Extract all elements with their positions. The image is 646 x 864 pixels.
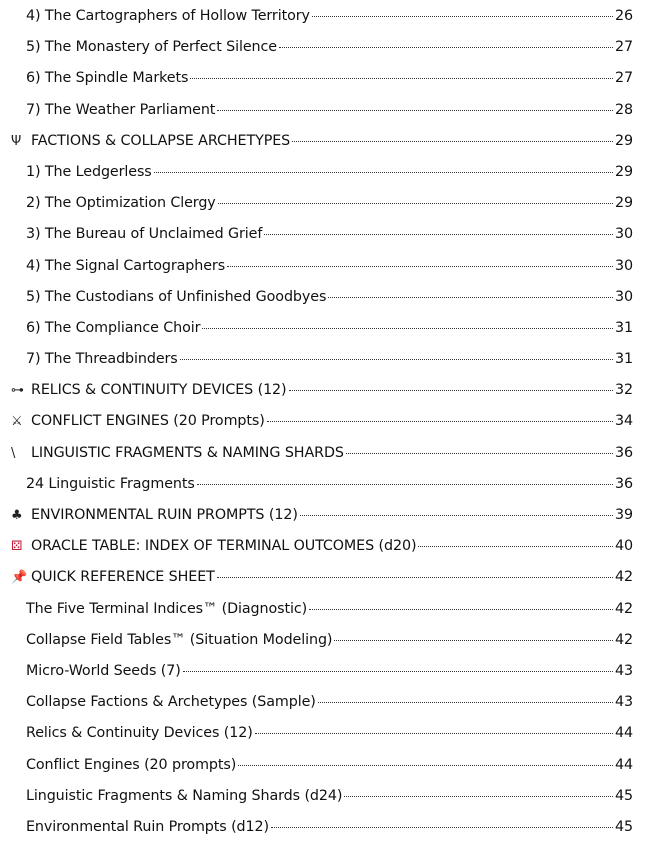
toc-entry[interactable] xyxy=(0,320,646,351)
toc-page-number: 29 xyxy=(615,132,633,149)
toc-page-number: 40 xyxy=(615,538,633,555)
quill-icon: \ xyxy=(11,445,16,461)
toc-page-number: 29 xyxy=(615,195,633,212)
archetype-icon: Ψ xyxy=(11,133,22,149)
toc-section-entry[interactable] xyxy=(0,538,646,569)
dot-leader xyxy=(202,328,613,329)
toc-section-entry[interactable] xyxy=(0,413,646,444)
toc-entry-title: 24 Linguistic Fragments xyxy=(26,475,195,492)
toc-page-number: 45 xyxy=(615,787,633,804)
toc-entry-title: 4) The Signal Cartographers xyxy=(26,257,226,274)
dot-leader xyxy=(334,640,613,641)
dot-leader xyxy=(197,484,613,485)
dot-leader xyxy=(309,609,613,610)
dot-leader xyxy=(346,453,613,454)
toc-entry[interactable] xyxy=(0,788,646,819)
toc-entry-title: 5) The Monastery of Perfect Silence xyxy=(26,39,277,56)
toc-entry-title: 6) The Compliance Choir xyxy=(26,319,201,336)
dot-leader xyxy=(190,78,613,79)
dice-icon: ⚄ xyxy=(11,539,23,555)
toc-page-number: 31 xyxy=(615,319,633,336)
toc-page-number: 31 xyxy=(615,351,633,368)
toc-page-number: 36 xyxy=(615,475,633,492)
toc-entry[interactable] xyxy=(0,195,646,226)
toc-entry[interactable] xyxy=(0,601,646,632)
toc-page-number: 45 xyxy=(615,818,633,835)
toc-page-number: 26 xyxy=(615,8,633,24)
dot-leader xyxy=(318,702,613,703)
toc-entry-title: Linguistic Fragments & Naming Shards (d24) xyxy=(26,787,343,804)
toc-entry[interactable] xyxy=(0,70,646,101)
toc-entry-title: 4) The Cartographers of Hollow Territory xyxy=(26,8,310,24)
toc-entry[interactable] xyxy=(0,632,646,663)
crossed-swords-icon: ⚔ xyxy=(11,414,23,430)
dot-leader xyxy=(418,546,613,547)
key-icon: ⊶ xyxy=(11,383,24,399)
toc-section-entry[interactable] xyxy=(0,382,646,413)
dot-leader xyxy=(289,390,613,391)
toc-entry[interactable] xyxy=(0,164,646,195)
dot-leader xyxy=(154,172,613,173)
toc-page-number: 32 xyxy=(615,382,633,399)
toc-entry[interactable] xyxy=(0,694,646,725)
toc-page-number: 30 xyxy=(615,257,633,274)
toc-page-number: 36 xyxy=(615,444,633,461)
toc-page-number: 43 xyxy=(615,662,633,679)
dot-leader xyxy=(292,141,613,142)
toc-section-entry[interactable] xyxy=(0,133,646,164)
toc-entry-title: Collapse Field Tables™ (Situation Modeling) xyxy=(26,631,333,648)
pushpin-icon: 📌 xyxy=(11,570,28,586)
toc-entry[interactable] xyxy=(0,725,646,756)
toc-entry-title: The Five Terminal Indices™ (Diagnostic) xyxy=(26,600,308,617)
dot-leader xyxy=(267,421,613,422)
toc-entry[interactable] xyxy=(0,226,646,257)
dot-leader xyxy=(328,297,613,298)
toc-page-number: 44 xyxy=(615,725,633,742)
toc-entry-title: QUICK REFERENCE SHEET xyxy=(31,569,215,586)
dot-leader xyxy=(217,110,613,111)
toc-entry-title: Environmental Ruin Prompts (d12) xyxy=(26,818,270,835)
toc-page-number: 43 xyxy=(615,694,633,711)
toc-page-number: 30 xyxy=(615,226,633,243)
dot-leader xyxy=(271,827,613,828)
dot-leader xyxy=(312,16,613,17)
toc-page-number: 34 xyxy=(615,413,633,430)
toc-entry-title: 6) The Spindle Markets xyxy=(26,70,189,87)
toc-entry-title: 5) The Custodians of Unfinished Goodbyes xyxy=(26,288,327,305)
toc-entry[interactable] xyxy=(0,351,646,382)
toc-section-entry[interactable] xyxy=(0,445,646,476)
dot-leader xyxy=(180,359,613,360)
toc-page-number: 42 xyxy=(615,600,633,617)
toc-page-number: 42 xyxy=(615,569,633,586)
toc-entry[interactable] xyxy=(0,258,646,289)
toc-page-number: 39 xyxy=(615,507,633,523)
dot-leader xyxy=(218,203,613,204)
toc-entry-title: LINGUISTIC FRAGMENTS & NAMING SHARDS xyxy=(31,444,344,461)
toc-page-number: 27 xyxy=(615,70,633,87)
toc-entry[interactable] xyxy=(0,663,646,694)
toc-entry-title: Collapse Factions & Archetypes (Sample) xyxy=(26,694,316,711)
toc-entry-title: 1) The Ledgerless xyxy=(26,163,152,180)
toc-entry[interactable] xyxy=(0,819,646,850)
toc-entry[interactable] xyxy=(0,8,646,39)
toc-entry[interactable] xyxy=(0,476,646,507)
tree-icon: ♣ xyxy=(11,508,23,523)
toc-entry[interactable] xyxy=(0,757,646,788)
toc-entry[interactable] xyxy=(0,102,646,133)
toc-entry[interactable] xyxy=(0,289,646,320)
dot-leader xyxy=(255,733,613,734)
dot-leader xyxy=(183,671,613,672)
toc-entry-title: CONFLICT ENGINES (20 Prompts) xyxy=(31,413,265,430)
toc-page-number: 42 xyxy=(615,631,633,648)
toc-entry[interactable] xyxy=(0,39,646,70)
toc-page-number: 44 xyxy=(615,756,633,773)
toc-entry-title: ENVIRONMENTAL RUIN PROMPTS (12) xyxy=(31,507,298,523)
dot-leader xyxy=(300,515,613,516)
table-of-contents xyxy=(0,8,646,850)
dot-leader xyxy=(238,765,613,766)
toc-entry-title: 3) The Bureau of Unclaimed Grief xyxy=(26,226,263,243)
dot-leader xyxy=(279,47,613,48)
dot-leader xyxy=(344,796,613,797)
toc-entry-title: Conflict Engines (20 prompts) xyxy=(26,756,237,773)
toc-entry-title: RELICS & CONTINUITY DEVICES (12) xyxy=(31,382,287,399)
toc-entry-title: 7) The Threadbinders xyxy=(26,351,178,368)
toc-entry-title: 7) The Weather Parliament xyxy=(26,101,216,118)
toc-entry-title: Micro-World Seeds (7) xyxy=(26,662,181,679)
dot-leader xyxy=(217,577,613,578)
toc-entry-title: 2) The Optimization Clergy xyxy=(26,195,216,212)
dot-leader xyxy=(264,234,613,235)
toc-section-entry[interactable] xyxy=(0,569,646,600)
toc-page-number: 30 xyxy=(615,288,633,305)
toc-page-number: 27 xyxy=(615,39,633,56)
toc-entry-title: Relics & Continuity Devices (12) xyxy=(26,725,253,742)
toc-section-entry[interactable] xyxy=(0,507,646,538)
toc-page-number: 28 xyxy=(615,101,633,118)
toc-entry-title: FACTIONS & COLLAPSE ARCHETYPES xyxy=(31,132,291,149)
dot-leader xyxy=(227,266,613,267)
toc-page-number: 29 xyxy=(615,163,633,180)
toc-entry-title: ORACLE TABLE: INDEX OF TERMINAL OUTCOMES (d20) xyxy=(31,538,417,555)
